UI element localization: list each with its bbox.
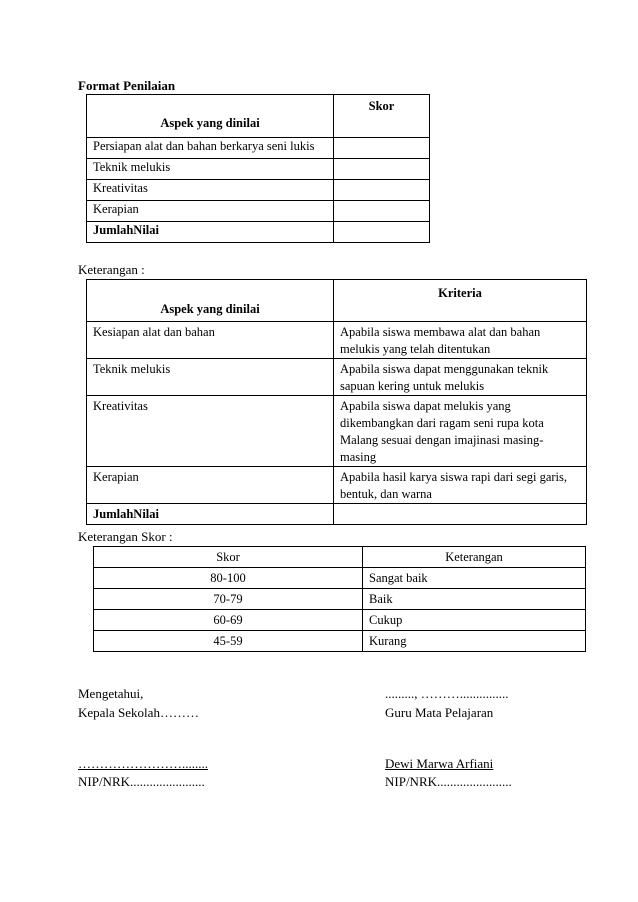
table-row — [87, 180, 430, 201]
criteria-table — [86, 279, 587, 525]
table-row — [94, 568, 586, 589]
aspect-cell: Kerapian — [87, 201, 334, 222]
table-row — [87, 222, 430, 243]
criteria-cell — [334, 359, 587, 396]
aspect-cell: Kerapian — [87, 467, 334, 504]
header-aspect: Aspek yang dinilai — [87, 95, 334, 138]
header-criteria: Kriteria — [334, 280, 587, 322]
criteria-line: Malang sesuai dengan imajinasi masing- — [340, 433, 544, 447]
criteria-line: bentuk, dan warna — [340, 487, 432, 501]
mengetahui-label: Mengetahui, — [78, 686, 144, 701]
table-row — [87, 396, 587, 467]
header-score: Skor — [334, 95, 430, 138]
table-row — [87, 201, 430, 222]
total-label: JumlahNilai — [87, 222, 334, 243]
table-row — [87, 359, 587, 396]
criteria-cell — [334, 322, 587, 359]
range-cell: 80-100 — [94, 568, 363, 589]
range-cell: 70-79 — [94, 589, 363, 610]
aspect-cell: Kreativitas — [87, 180, 334, 201]
table-row — [87, 159, 430, 180]
score-cell — [334, 222, 430, 243]
criteria-line: masing — [340, 450, 377, 464]
criteria-line: Apabila siswa membawa alat dan bahan — [340, 325, 541, 339]
score-cell — [334, 138, 430, 159]
guru-name: Dewi Marwa Arfiani — [385, 756, 494, 771]
aspect-cell: Kesiapan alat dan bahan — [87, 322, 334, 359]
kepala-sekolah-name-line: ……………………........ — [78, 756, 208, 771]
table-row — [87, 138, 430, 159]
criteria-line: melukis yang telah ditentukan — [340, 342, 491, 356]
criteria-cell — [334, 396, 587, 467]
note-cell: Sangat baik — [363, 568, 586, 589]
header-note: Keterangan — [363, 547, 586, 568]
note-cell: Baik — [363, 589, 586, 610]
aspect-cell: Kreativitas — [87, 396, 334, 467]
criteria-line: Apabila siswa dapat menggunakan teknik — [340, 362, 549, 376]
criteria-line: sapuan kering untuk melukis — [340, 379, 485, 393]
range-cell: 45-59 — [94, 631, 363, 652]
table-row — [87, 322, 587, 359]
table-row — [94, 631, 586, 652]
criteria-line: Apabila siswa dapat melukis yang — [340, 399, 511, 413]
table-row — [94, 589, 586, 610]
guru-label: Guru Mata Pelajaran — [385, 705, 494, 720]
criteria-line: dikembangkan dari ragam seni rupa kota — [340, 416, 544, 430]
criteria-line: Apabila hasil karya siswa rapi dari segi garis, — [340, 470, 568, 484]
table-row — [87, 504, 587, 525]
keterangan-title: Keterangan : — [78, 262, 145, 277]
aspect-cell: Teknik melukis — [87, 159, 334, 180]
note-cell: Cukup — [363, 610, 586, 631]
keterangan-skor-title: Keterangan Skor : — [78, 529, 173, 544]
guru-nip: NIP/NRK....................... — [385, 774, 512, 789]
criteria-cell — [334, 467, 587, 504]
place-date-line: ........., ………............... — [385, 686, 509, 701]
aspect-cell: Persiapan alat dan bahan berkarya seni lukis — [87, 138, 334, 159]
note-cell: Kurang — [363, 631, 586, 652]
kepala-sekolah-nip: NIP/NRK....................... — [78, 774, 205, 789]
range-cell: 60-69 — [94, 610, 363, 631]
format-title: Format Penilaian — [78, 78, 176, 93]
score-cell — [334, 180, 430, 201]
score-cell — [334, 159, 430, 180]
kepala-sekolah-label: Kepala Sekolah……… — [78, 705, 199, 720]
header-score: Skor — [94, 547, 363, 568]
score-table — [93, 546, 586, 652]
assessment-table — [86, 94, 430, 243]
table-row — [87, 467, 587, 504]
criteria-cell — [334, 504, 587, 525]
aspect-cell: Teknik melukis — [87, 359, 334, 396]
score-cell — [334, 201, 430, 222]
total-label: JumlahNilai — [87, 504, 334, 525]
header-aspect: Aspek yang dinilai — [87, 280, 334, 322]
table-row — [94, 610, 586, 631]
